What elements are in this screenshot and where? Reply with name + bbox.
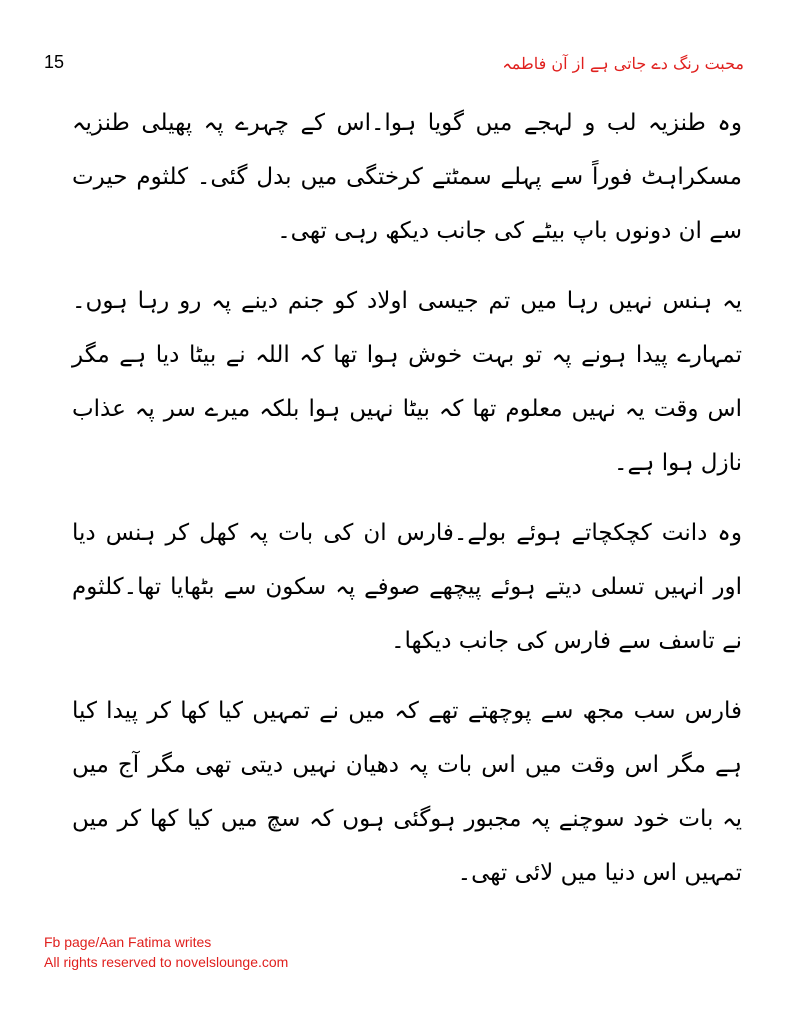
- paragraph-2: یہ ہنس نہیں رہا میں تم جیسی اولاد کو جنم دینے پہ رو رہا ہوں۔تمہارے پیدا ہونے پہ تو بہت خوش ہوا تھا کہ اللہ نے بیٹا دیا ہے مگر اس وقت یہ نہیں معلوم تھا کہ بیٹا نہیں ہوا بلکہ میرے سر پہ عذاب نازل ہوا ہے۔: [72, 288, 742, 476]
- body-text: [72, 96, 742, 916]
- footer-copyright: All rights reserved to novelslounge.com: [44, 954, 289, 970]
- footer-facebook-page: Fb page/Aan Fatima writes: [44, 934, 212, 950]
- page-number: 15: [44, 52, 65, 72]
- paragraph-1: وہ طنزیہ لب و لہجے میں گویا ہوا۔اس کے چہرے پہ پھیلی طنزیہ مسکراہٹ فوراً سے پہلے سمٹتے کرختگی میں بدل گئی۔ کلثوم حیرت سے ان دونوں باپ بیٹے کی جانب دیکھ رہی تھی۔: [72, 110, 742, 244]
- paragraph-3: وہ دانت کچکچاتے ہوئے بولے۔فارس ان کی بات پہ کھل کر ہنس دیا اور انہیں تسلی دیتے ہوئے پیچھے صوفے پہ سکون سے بٹھایا تھا۔کلثوم نے تاسف سے فارس کی جانب دیکھا۔: [72, 520, 742, 654]
- running-header: محبت رنگ دے جاتی ہے از آن فاطمہ: [502, 54, 744, 73]
- paragraph-4: فارس سب مجھ سے پوچھتے تھے کہ میں نے تمہیں کیا کھا کر پیدا کیا ہے مگر اس وقت میں اس بات پہ دھیان نہیں دیتی تھی مگر آج میں یہ بات خود سوچنے پہ مجبور ہوگئی ہوں کہ سچ میں کیا کھا کر میں تمہیں اس دنیا میں لائی تھی۔: [72, 698, 742, 886]
- footer: [44, 932, 288, 972]
